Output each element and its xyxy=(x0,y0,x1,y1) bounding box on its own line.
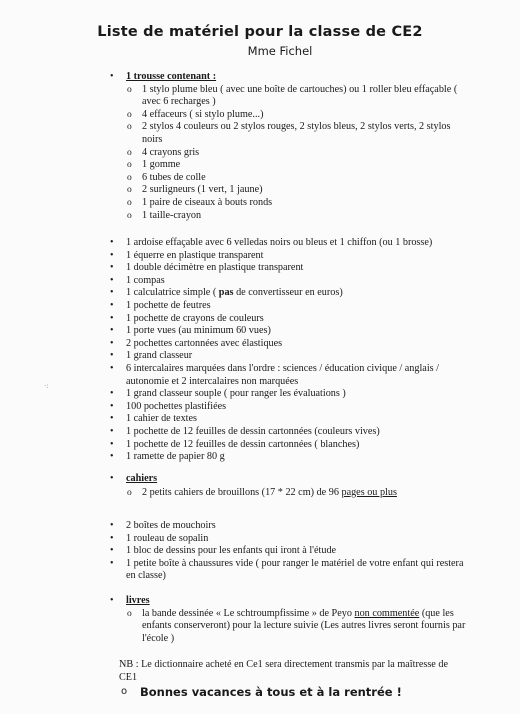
trousse-item-text: 2 surligneurs (1 vert, 1 jaune) xyxy=(142,184,263,196)
trousse-item xyxy=(0,134,520,147)
farewell-line xyxy=(0,685,520,699)
materials-item-text: 2 pochettes cartonnées avec élastiques xyxy=(126,337,283,349)
misc-item xyxy=(0,558,520,571)
trousse-item-text: 6 tubes de colle xyxy=(142,171,206,183)
bullet-glyph: • xyxy=(110,287,114,299)
bullet-glyph: • xyxy=(110,312,114,324)
circle-glyph: o xyxy=(127,197,132,208)
livres-section xyxy=(0,595,520,645)
materials-section xyxy=(0,237,520,464)
bullet-glyph: • xyxy=(110,325,114,337)
trousse-item-text: 2 stylos 4 couleurs ou 2 stylos rouges, 2 stylos bleus, 2 stylos verts, 2 stylos xyxy=(142,121,451,133)
materials-item-text: 1 pochette de 12 feuilles de dessin cartonnées ( blanches) xyxy=(126,438,360,450)
misc-item xyxy=(0,533,520,546)
circle-glyph: o xyxy=(127,210,132,221)
materials-item-calculator xyxy=(0,287,520,300)
cahiers-item-text: 2 petits cahiers de brouillons (17 * 22 cm) de 96 xyxy=(142,486,342,498)
materials-item xyxy=(0,325,520,338)
note-line2: CE1 xyxy=(119,671,138,683)
materials-item xyxy=(0,262,520,275)
materials-item-text: 1 grand classeur souple ( pour ranger les évaluations ) xyxy=(126,388,346,400)
bullet-glyph: • xyxy=(110,451,114,463)
materials-item xyxy=(0,401,520,414)
circle-glyph: o xyxy=(127,84,132,95)
bullet-glyph: • xyxy=(110,299,114,311)
page-title: Liste de matériel pour la classe de CE2 xyxy=(97,24,423,40)
livres-item-line1 xyxy=(0,608,520,621)
misc-item-text: 1 petite boîte à chaussures vide ( pour ranger le matériel de votre enfant qui restera xyxy=(126,557,464,569)
scan-speck: ·: xyxy=(44,382,49,390)
misc-item xyxy=(0,570,520,583)
livres-heading: livres xyxy=(126,595,150,606)
note-line1: NB : Le dictionnaire acheté en Ce1 sera directement transmis par la maîtresse de xyxy=(119,659,448,670)
trousse-item-text: 1 stylo plume bleu ( avec une boîte de cartouches) ou 1 roller bleu effaçable ( xyxy=(142,83,458,95)
trousse-item xyxy=(0,96,520,109)
circle-glyph: o xyxy=(127,109,132,120)
bullet-glyph: • xyxy=(110,400,114,412)
trousse-heading-line xyxy=(0,71,520,84)
materials-item-text: 1 cahier de textes xyxy=(126,413,197,425)
trousse-item-text: 1 taille-crayon xyxy=(142,209,202,221)
trousse-item xyxy=(0,147,520,160)
livres-item-line3: l'école ) xyxy=(142,632,175,644)
materials-item-text: 1 compas xyxy=(126,274,165,286)
trousse-heading: 1 trousse contenant : xyxy=(126,71,217,82)
materials-item-text: 1 double décimètre en plastique transparent xyxy=(126,262,304,274)
livres-item-line2: enfants conserveront) pour la lecture suivie (Les autres livres seront fournis par xyxy=(142,620,466,632)
trousse-item-text: avec 6 recharges ) xyxy=(142,96,216,108)
trousse-item xyxy=(0,172,520,185)
trousse-item xyxy=(0,159,520,172)
livres-line1-prefix: la bande dessinée « Le schtroumpfissime » de Peyo xyxy=(142,607,355,619)
trousse-item xyxy=(0,121,520,134)
note-section xyxy=(0,659,520,684)
misc-item xyxy=(0,545,520,558)
materials-item-text: 1 équerre en plastique transparent xyxy=(126,249,264,261)
trousse-item-text: 1 gomme xyxy=(142,159,181,171)
trousse-item xyxy=(0,84,520,97)
livres-heading-line xyxy=(0,595,520,608)
farewell-section xyxy=(0,685,520,699)
bullet-glyph: • xyxy=(110,438,114,450)
materials-list xyxy=(0,237,520,464)
circle-glyph: o xyxy=(127,487,132,498)
trousse-section xyxy=(0,71,520,222)
materials-item xyxy=(0,237,520,250)
trousse-item-text: 4 crayons gris xyxy=(142,146,200,158)
bullet-glyph: • xyxy=(110,71,114,82)
bullet-glyph: • xyxy=(110,473,114,484)
trousse-item xyxy=(0,210,520,223)
materials-item xyxy=(0,250,520,263)
cahiers-section xyxy=(0,473,520,499)
materials-item xyxy=(0,363,520,376)
bullet-glyph: • xyxy=(110,557,114,569)
bullet-glyph: • xyxy=(110,262,114,274)
materials-item-text: 1 ardoise effaçable avec 6 velledas noirs ou bleus et 1 chiffon (ou 1 brosse) xyxy=(126,237,433,248)
trousse-item-text: noirs xyxy=(142,133,163,145)
circle-glyph: o xyxy=(127,172,132,183)
misc-section xyxy=(0,520,520,583)
materials-item-text: 1 pochette de 12 feuilles de dessin cartonnées (couleurs vives) xyxy=(126,425,380,437)
cahiers-item xyxy=(0,487,520,500)
calc-bold: pas xyxy=(218,287,234,299)
bullet-glyph: • xyxy=(110,274,114,286)
materials-item-text: 1 pochette de feutres xyxy=(126,299,211,311)
cahiers-heading: cahiers xyxy=(126,473,158,484)
misc-item-text: 1 bloc de dessins pour les enfants qui iront à l'étude xyxy=(126,545,337,557)
trousse-item-text: 4 effaceurs ( si stylo plume...) xyxy=(142,108,264,120)
materials-item xyxy=(0,338,520,351)
materials-item xyxy=(0,300,520,313)
livres-line1-suffix: (que les xyxy=(419,607,454,619)
materials-item-text: 1 ramette de papier 80 g xyxy=(126,451,225,463)
materials-item xyxy=(0,388,520,401)
misc-list xyxy=(0,520,520,583)
bullet-glyph: • xyxy=(110,249,114,261)
materials-item-text: 6 intercalaires marquées dans l'ordre : sciences / éducation civique / anglais / xyxy=(126,362,440,374)
materials-item xyxy=(0,313,520,326)
trousse-item xyxy=(0,197,520,210)
misc-item-text: en classe) xyxy=(126,570,166,582)
misc-item xyxy=(0,520,520,533)
cahiers-item-underlined: pages ou plus xyxy=(341,486,397,498)
misc-item-text: 2 boîtes de mouchoirs xyxy=(126,520,216,531)
materials-item xyxy=(0,451,520,464)
materials-item xyxy=(0,350,520,363)
bullet-glyph: • xyxy=(110,425,114,437)
materials-item-text: 100 pochettes plastifiées xyxy=(126,400,227,412)
bullet-glyph: • xyxy=(110,520,114,531)
calc-suffix: de convertisseur en euros) xyxy=(233,287,343,299)
circle-glyph: o xyxy=(127,185,132,196)
trousse-item-text: 1 paire de ciseaux à bouts ronds xyxy=(142,196,273,208)
bullet-glyph: • xyxy=(110,237,114,248)
materials-item-text: 1 porte vues (au minimum 60 vues) xyxy=(126,325,271,337)
bullet-glyph: • xyxy=(110,595,114,606)
circle-glyph: o xyxy=(127,608,132,619)
materials-item xyxy=(0,426,520,439)
bullet-glyph: • xyxy=(110,350,114,362)
circle-glyph: o xyxy=(121,686,128,697)
bullet-glyph: • xyxy=(110,388,114,400)
materials-item xyxy=(0,439,520,452)
circle-glyph: o xyxy=(127,122,132,133)
materials-item-text: autonomie et 2 intercalaires non marquées xyxy=(126,375,299,387)
bullet-glyph: • xyxy=(110,362,114,374)
livres-line1-underlined: non commentée xyxy=(354,607,420,619)
materials-item-text: 1 pochette de crayons de couleurs xyxy=(126,312,264,324)
teacher-name: Mme Fichel xyxy=(247,44,313,58)
trousse-item xyxy=(0,184,520,197)
circle-glyph: o xyxy=(127,160,132,171)
materials-item xyxy=(0,275,520,288)
circle-glyph: o xyxy=(127,147,132,158)
bullet-glyph: • xyxy=(110,532,114,544)
farewell-text: Bonnes vacances à tous et à la rentrée ! xyxy=(140,685,402,699)
trousse-item xyxy=(0,109,520,122)
trousse-list xyxy=(0,84,520,223)
cahiers-heading-line xyxy=(0,473,520,486)
bullet-glyph: • xyxy=(110,545,114,557)
misc-item-text: 1 rouleau de sopalin xyxy=(126,532,209,544)
materials-item xyxy=(0,376,520,389)
bullet-glyph: • xyxy=(110,337,114,349)
materials-item xyxy=(0,413,520,426)
bullet-glyph: • xyxy=(110,413,114,425)
materials-item-text: 1 grand classeur xyxy=(126,350,193,362)
calc-prefix: 1 calculatrice simple ( xyxy=(126,287,219,299)
